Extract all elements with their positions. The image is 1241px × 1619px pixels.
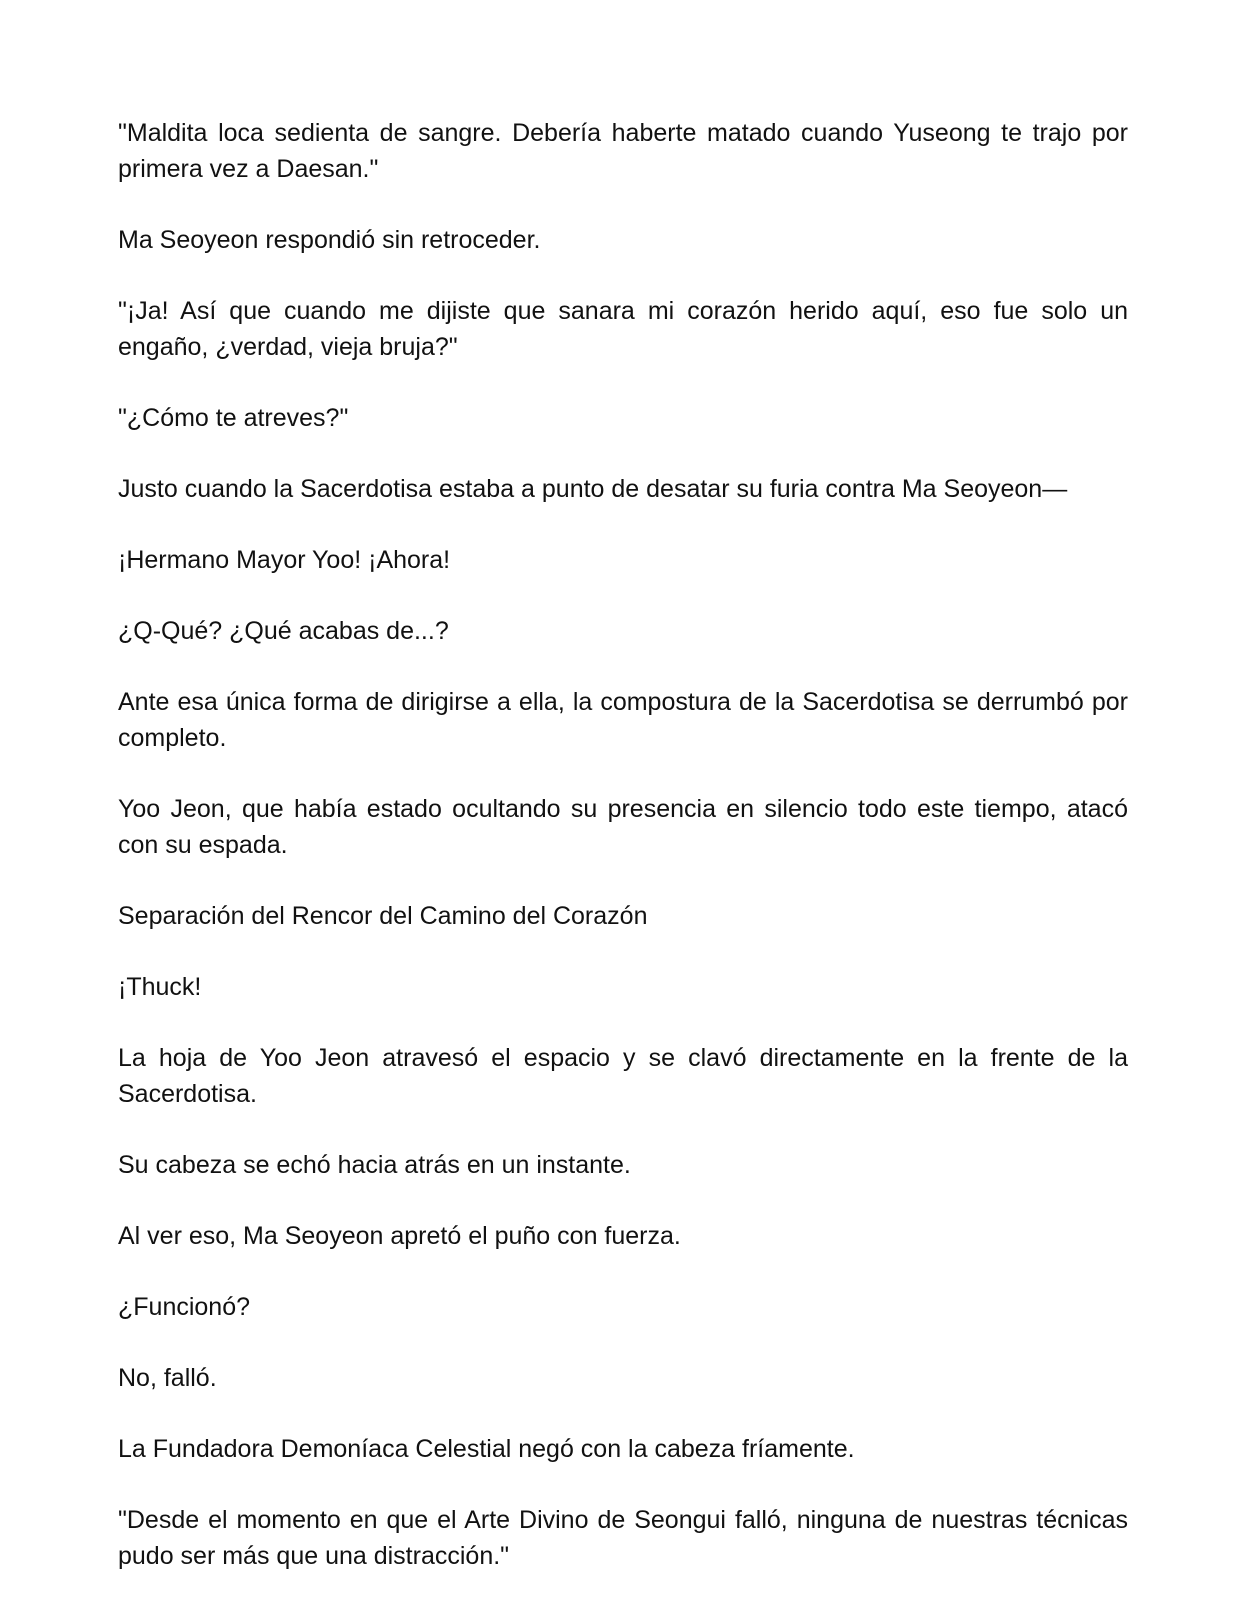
paragraph-9: Yoo Jeon, que había estado ocultando su presencia en silencio todo este tiempo, atacó con su espada. — [118, 795, 1128, 859]
paragraph-4: "¿Cómo te atreves?" — [118, 404, 349, 432]
paragraph-3: "¡Ja! Así que cuando me dijiste que sanara mi corazón herido aquí, eso fue solo un engaño, ¿verdad, vieja bruja?" — [118, 297, 1128, 361]
paragraph-17: La Fundadora Demoníaca Celestial negó con la cabeza fríamente. — [118, 1435, 855, 1463]
paragraph-10: Separación del Rencor del Camino del Corazón — [118, 902, 648, 930]
paragraph-11: ¡Thuck! — [118, 973, 202, 1001]
paragraph-12: La hoja de Yoo Jeon atravesó el espacio y se clavó directamente en la frente de la Sacerdotisa. — [118, 1044, 1128, 1108]
paragraph-6: ¡Hermano Mayor Yoo! ¡Ahora! — [118, 546, 451, 574]
paragraph-15: ¿Funcionó? — [118, 1293, 251, 1321]
paragraph-7: ¿Q-Qué? ¿Qué acabas de...? — [118, 617, 449, 645]
document-body — [118, 115, 1128, 1609]
paragraph-1: "Maldita loca sedienta de sangre. Debería haberte matado cuando Yuseong te trajo por primera vez a Daesan." — [118, 119, 1128, 183]
paragraph-2: Ma Seoyeon respondió sin retroceder. — [118, 226, 541, 254]
paragraph-18: "Desde el momento en que el Arte Divino de Seongui falló, ninguna de nuestras técnicas pudo ser más que una distracción." — [118, 1506, 1128, 1570]
paragraph-8: Ante esa única forma de dirigirse a ella, la compostura de la Sacerdotisa se derrumbó por completo. — [118, 688, 1128, 752]
paragraph-5: Justo cuando la Sacerdotisa estaba a punto de desatar su furia contra Ma Seoyeon— — [118, 475, 1068, 503]
paragraph-13: Su cabeza se echó hacia atrás en un instante. — [118, 1151, 631, 1179]
paragraph-16: No, falló. — [118, 1364, 217, 1392]
paragraph-14: Al ver eso, Ma Seoyeon apretó el puño con fuerza. — [118, 1222, 681, 1250]
